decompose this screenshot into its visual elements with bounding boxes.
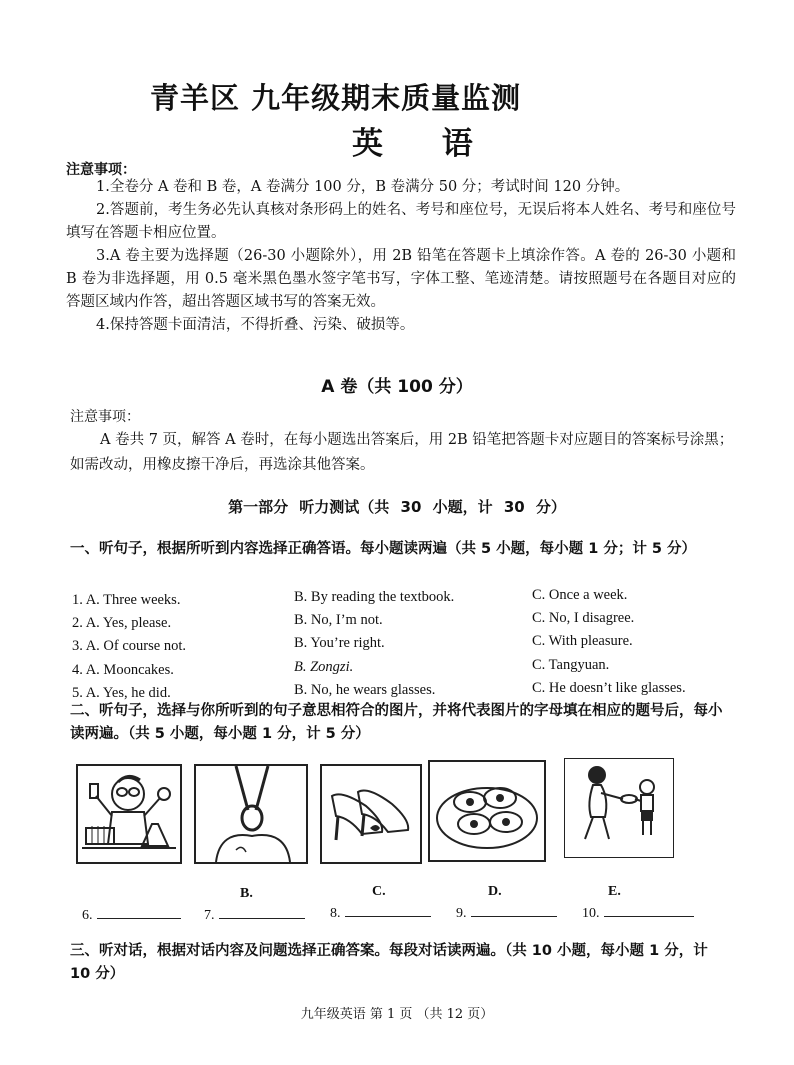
- page-title: 青羊区 九年级期末质量监测: [150, 81, 522, 115]
- notice-item: 4.保持答题卡面清洁，不得折叠、污染、破损等。: [96, 317, 415, 333]
- picture-label: E.: [608, 884, 621, 899]
- notice-item: 1.全卷分 A 卷和 B 卷，A 卷满分 100 分，B 卷满分 50 分；考试时间 120 分钟。: [96, 179, 630, 195]
- option-c: C. Tangyuan.: [532, 657, 610, 673]
- page-footer: 九年级英语 第 1 页 （共 12 页）: [300, 1007, 494, 1022]
- blank-number: 6.: [82, 908, 93, 923]
- part1-title: 第一部分 听力测试（共 30 小题，计 30 分）: [228, 498, 566, 516]
- notice-list: [66, 176, 736, 337]
- q3-heading: 三、听对话，根据对话内容及问题选择正确答案。每段对话读两遍。（共 10 小题，每小题 1 分，计 10 分）: [70, 943, 708, 982]
- picture-label: B.: [240, 886, 253, 901]
- option-a: 2. A. Yes, please.: [72, 615, 172, 631]
- option-b: B. No, I’m not.: [294, 612, 383, 628]
- subject-title: 英 语: [352, 126, 497, 162]
- option-b: B. You’re right.: [294, 635, 385, 651]
- option-b: B. No, he wears glasses.: [294, 682, 436, 698]
- section-a-title: A 卷（共 100 分）: [321, 377, 473, 397]
- option-c: C. No, I disagree.: [532, 610, 635, 626]
- section-a-notice-text: A 卷共 7 页，解答 A 卷时，在每小题选出答案后，用 2B 铅笔把答题卡对应题目的答案标号涂黑；如需改动，用橡皮擦干净后，再选涂其他答案。: [70, 432, 734, 473]
- picture-label: D.: [488, 884, 502, 899]
- answer-blank-10[interactable]: [582, 904, 694, 922]
- option-a: 3. A. Of course not.: [72, 638, 186, 654]
- blank-number: 8.: [330, 906, 341, 921]
- option-b: B. By reading the textbook.: [294, 589, 455, 605]
- q1-heading: 一、听句子，根据所听到内容选择正确答语。每小题读两遍（共 5 小题，每小题 1 分；计 5 分）: [70, 541, 697, 557]
- section-a-notice-heading: 注意事项：: [70, 409, 140, 425]
- q2-heading: 二、听句子，选择与你所听到的句子意思相符合的图片，并将代表图片的字母填在相应的题号后，每小读两遍。（共 5 小题，每小题 1 分，计 5 分）: [70, 703, 723, 742]
- mother-child-icon: [564, 758, 674, 858]
- blank-number: 10.: [582, 906, 600, 921]
- high-heels-icon: [320, 764, 422, 864]
- option-a: 4. A. Mooncakes.: [72, 662, 174, 678]
- picture-label: C.: [372, 884, 386, 899]
- mooncakes-icon: [428, 760, 546, 862]
- notice-item: 3.A 卷主要为选择题（26-30 小题除外），用 2B 铅笔在答题卡上填涂作答。A 卷的 26-30 小题和 B 卷为非选择题，用 0.5 毫米黑色墨水签字笔书写，字体工整、笔迹清楚。请按照题号在各题目对应的答题区域内作答，超出答题区域书写的答案无效。: [66, 248, 736, 310]
- answer-blank-9[interactable]: [456, 904, 557, 922]
- scientist-lab-icon: [76, 764, 182, 864]
- option-c: C. Once a week.: [532, 587, 628, 603]
- option-c: C. With pleasure.: [532, 633, 633, 649]
- blank-number: 9.: [456, 906, 467, 921]
- option-a: 5. A. Yes, he did.: [72, 685, 171, 701]
- answer-blank-8[interactable]: [330, 904, 431, 922]
- blank-number: 7.: [204, 908, 215, 923]
- notice-item: 2.答题前，考生务必先认真核对条形码上的姓名、考号和座位号，无误后将本人姓名、考号和座位号填写在答题卡相应位置。: [66, 202, 736, 241]
- option-b: B. Zongzi.: [294, 659, 354, 675]
- notice-heading: 注意事项：: [66, 162, 136, 178]
- option-c: C. He doesn’t like glasses.: [532, 680, 686, 696]
- option-a: 1. A. Three weeks.: [72, 592, 181, 608]
- necklace-icon: [194, 764, 308, 864]
- answer-blank-6[interactable]: [82, 906, 181, 924]
- answer-blank-7[interactable]: [204, 906, 305, 924]
